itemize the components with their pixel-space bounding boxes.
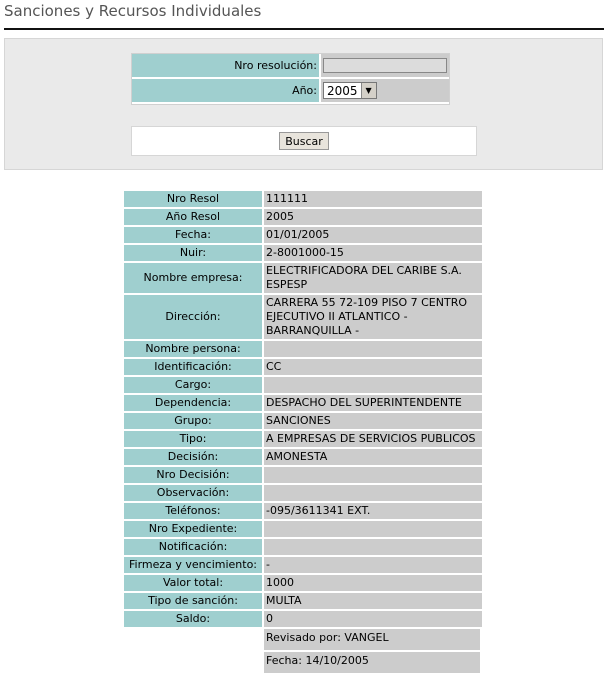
table-row [124,557,482,573]
row-label: Valor total: [124,575,262,591]
button-container [131,126,477,156]
row-value: -095/3611341 EXT. [264,503,482,519]
row-label: Teléfonos: [124,503,262,519]
row-label: Nro Expediente: [124,521,262,537]
row-label: Tipo: [124,431,262,447]
search-panel [4,38,603,170]
row-value: CC [264,359,482,375]
footer-row [124,629,482,650]
row-value: DESPACHO DEL SUPERINTENDENTE [264,395,482,411]
row-label: Nombre persona: [124,341,262,357]
row-label: Nro Decisión: [124,467,262,483]
revisado-text: Revisado por: VANGEL [264,629,480,650]
row-value [264,485,482,501]
row-value [264,521,482,537]
table-row [124,377,482,393]
row-label: Dependencia: [124,395,262,411]
row-value: 0 [264,611,482,627]
table-row [124,413,482,429]
row-value: A EMPRESAS DE SERVICIOS PUBLICOS [264,431,482,447]
row-value: - [264,557,482,573]
row-value: 01/01/2005 [264,227,482,243]
row-value: SANCIONES [264,413,482,429]
row-label: Firmeza y vencimiento: [124,557,262,573]
anio-label: Año: [132,79,319,104]
table-row [124,227,482,243]
row-label: Fecha: [124,227,262,243]
row-label: Nombre empresa: [124,263,262,293]
buscar-button[interactable]: Buscar [279,132,329,150]
chevron-down-icon[interactable]: ▼ [361,83,376,98]
table-row [124,467,482,483]
table-row [124,611,482,627]
row-value: CARRERA 55 72-109 PISO 7 CENTRO EJECUTIVO II ATLANTICO - BARRANQUILLA - [264,295,482,339]
row-value: MULTA [264,593,482,609]
table-row [124,341,482,357]
row-label: Saldo: [124,611,262,627]
footer-spacer [124,629,262,650]
row-value [264,539,482,555]
resolucion-input[interactable] [323,58,447,73]
row-label: Cargo: [124,377,262,393]
row-label: Identificación: [124,359,262,375]
table-row [124,503,482,519]
row-label: Observación: [124,485,262,501]
row-label: Nuir: [124,245,262,261]
row-value: 2005 [264,209,482,225]
row-label: Año Resol [124,209,262,225]
page-title: Sanciones y Recursos Individuales [4,2,262,20]
row-value [264,341,482,357]
table-row [124,209,482,225]
table-row [124,485,482,501]
row-value [264,377,482,393]
search-form [131,53,450,105]
row-label: Tipo de sanción: [124,593,262,609]
fecha-text: Fecha: 14/10/2005 [264,652,480,673]
row-label: Dirección: [124,295,262,339]
footer-row [124,652,482,673]
title-divider [4,28,604,30]
table-row [124,449,482,465]
results-table [124,191,482,675]
table-row [124,245,482,261]
row-label: Decisión: [124,449,262,465]
resolucion-label: Nro resolución: [132,54,319,79]
table-row [124,575,482,591]
row-value: 111111 [264,191,482,207]
row-label: Grupo: [124,413,262,429]
table-row [124,539,482,555]
table-row [124,295,482,339]
table-row [124,431,482,447]
table-row [124,395,482,411]
table-row [124,593,482,609]
anio-select-value: 2005 [327,83,358,98]
anio-select[interactable] [323,82,377,99]
table-row [124,191,482,207]
table-row [124,359,482,375]
footer-spacer [124,652,262,673]
row-label: Notificación: [124,539,262,555]
row-value: 1000 [264,575,482,591]
row-value [264,467,482,483]
row-value: ELECTRIFICADORA DEL CARIBE S.A. ESPESP [264,263,482,293]
table-row [124,521,482,537]
table-row [124,263,482,293]
row-value: AMONESTA [264,449,482,465]
row-label: Nro Resol [124,191,262,207]
row-value: 2-8001000-15 [264,245,482,261]
